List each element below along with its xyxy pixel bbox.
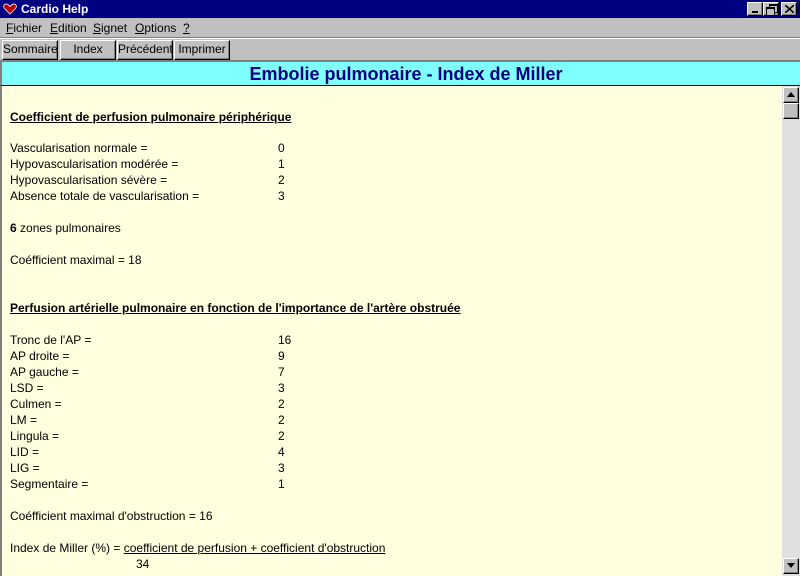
title-bar [0, 0, 800, 18]
scroll-thumb[interactable] [783, 103, 799, 119]
row-value: 1 [278, 477, 285, 491]
perfusion-max: Coéfficient maximal = 18 [10, 253, 142, 267]
row-label: LID = [10, 445, 40, 459]
topic-banner [0, 60, 800, 86]
row-label: Lingula = [10, 429, 60, 443]
imprimer-button[interactable]: Imprimer [174, 40, 230, 60]
row-value: 1 [278, 157, 285, 171]
formula-denominator: 34 [136, 557, 150, 571]
window-title: Cardio Help [21, 2, 89, 16]
row-value: 7 [278, 365, 285, 379]
miller-formula: Index de Miller (%) = coefficient de perfusion + coefficient d'obstruction [10, 541, 386, 555]
arrow-up-icon [787, 92, 795, 97]
precedent-button[interactable]: Précédent [117, 40, 173, 60]
row-label: Tronc de l'AP = [10, 333, 92, 347]
row-value: 9 [278, 349, 285, 363]
row-label: Absence totale de vascularisation = [10, 189, 200, 203]
row-value: 2 [278, 397, 285, 411]
scroll-up-button[interactable] [783, 87, 799, 103]
arrow-down-icon [787, 563, 795, 568]
close-icon [785, 5, 794, 13]
row-value: 3 [278, 381, 285, 395]
row-value: 4 [278, 445, 285, 459]
row-label: LIG = [10, 461, 40, 475]
section2-heading: Perfusion artérielle pulmonaire en fonction de l'importance de l'artère obstruée [10, 301, 461, 315]
heart-app-icon [3, 2, 17, 16]
section1-heading: Coefficient de perfusion pulmonaire périphérique [10, 110, 292, 124]
menu-edition[interactable]: Edition [50, 21, 87, 35]
row-value: 3 [278, 189, 285, 203]
toolbar [0, 38, 800, 60]
row-label: AP droite = [10, 349, 70, 363]
close-button[interactable] [781, 2, 797, 16]
menu-bar [0, 18, 800, 38]
menu-options[interactable]: Options [135, 21, 177, 35]
row-label: Hypovascularisation modérée = [10, 157, 179, 171]
zones-line: 6 zones pulmonaires [10, 221, 121, 235]
restore-button[interactable] [763, 2, 779, 16]
index-button[interactable]: Index [60, 40, 116, 60]
row-label: Culmen = [10, 397, 62, 411]
row-value: 3 [278, 461, 285, 475]
row-label: LM = [10, 413, 38, 427]
row-label: Segmentaire = [10, 477, 89, 491]
scroll-down-button[interactable] [783, 558, 799, 574]
vertical-scrollbar[interactable] [782, 86, 800, 576]
menu-fichier[interactable]: Fichier [6, 21, 43, 35]
row-label: Hypovascularisation sévère = [10, 173, 168, 187]
row-value: 16 [278, 333, 292, 347]
minimize-button[interactable] [747, 2, 763, 16]
row-value: 2 [278, 173, 285, 187]
row-value: 0 [278, 141, 285, 155]
row-value: 2 [278, 429, 285, 443]
menu-signet[interactable]: Signet [93, 21, 128, 35]
formula-numerator: coefficient de perfusion + coefficient d'obstruction [123, 541, 386, 555]
row-label: LSD = [10, 381, 44, 395]
row-label: AP gauche = [10, 365, 79, 379]
obstruction-max: Coéfficient maximal d'obstruction = 16 [10, 509, 213, 523]
row-value: 2 [278, 413, 285, 427]
sommaire-button[interactable]: Sommaire [2, 40, 58, 60]
row-label: Vascularisation normale = [10, 141, 148, 155]
page-title: Embolie pulmonaire - Index de Miller [249, 64, 563, 84]
menu-help[interactable]: ? [183, 21, 190, 35]
help-content [0, 86, 782, 576]
